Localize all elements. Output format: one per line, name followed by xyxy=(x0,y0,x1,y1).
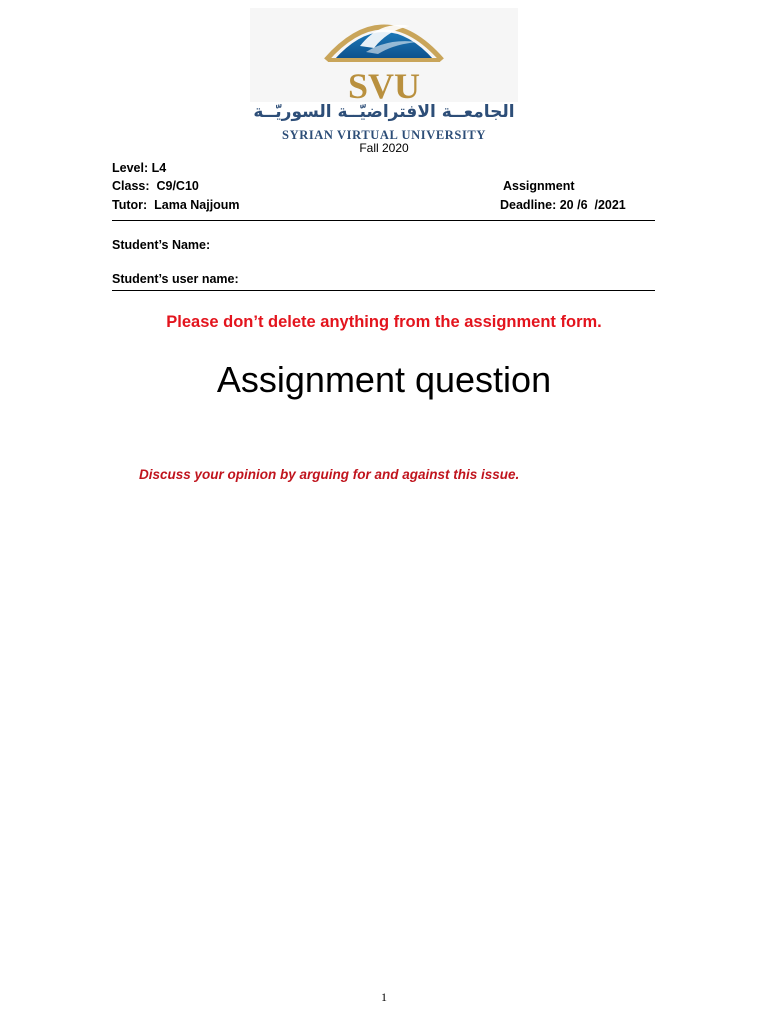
assignment-label: Assignment xyxy=(503,179,575,193)
logo-arabic-name: الجامعــة الافتراضيّــة السوريّــة xyxy=(253,102,515,122)
page-number: 1 xyxy=(381,990,387,1004)
warning-notice: Please don’t delete anything from the assignment form. xyxy=(166,313,602,331)
university-logo xyxy=(248,8,520,144)
assignment-question-text: Discuss your opinion by arguing for and against this issue. xyxy=(139,467,520,482)
svu-logo-icon xyxy=(248,8,520,104)
divider-top xyxy=(112,220,655,221)
class-label: Class: C9/C10 xyxy=(112,179,199,193)
page-title: Assignment question xyxy=(216,359,552,400)
student-name-label: Student’s Name: xyxy=(112,238,211,252)
student-username-label: Student’s user name: xyxy=(112,272,239,286)
level-label: Level: L4 xyxy=(112,161,167,175)
divider-bottom xyxy=(112,290,655,291)
logo-monogram: SVU xyxy=(347,66,421,104)
tutor-label: Tutor: Lama Najjoum xyxy=(112,198,240,212)
deadline-label: Deadline: 20 /6 /2021 xyxy=(500,198,626,212)
logo-english-name: SYRIAN VIRTUAL UNIVERSITY xyxy=(282,128,486,142)
term-label: Fall 2020 xyxy=(359,141,409,155)
